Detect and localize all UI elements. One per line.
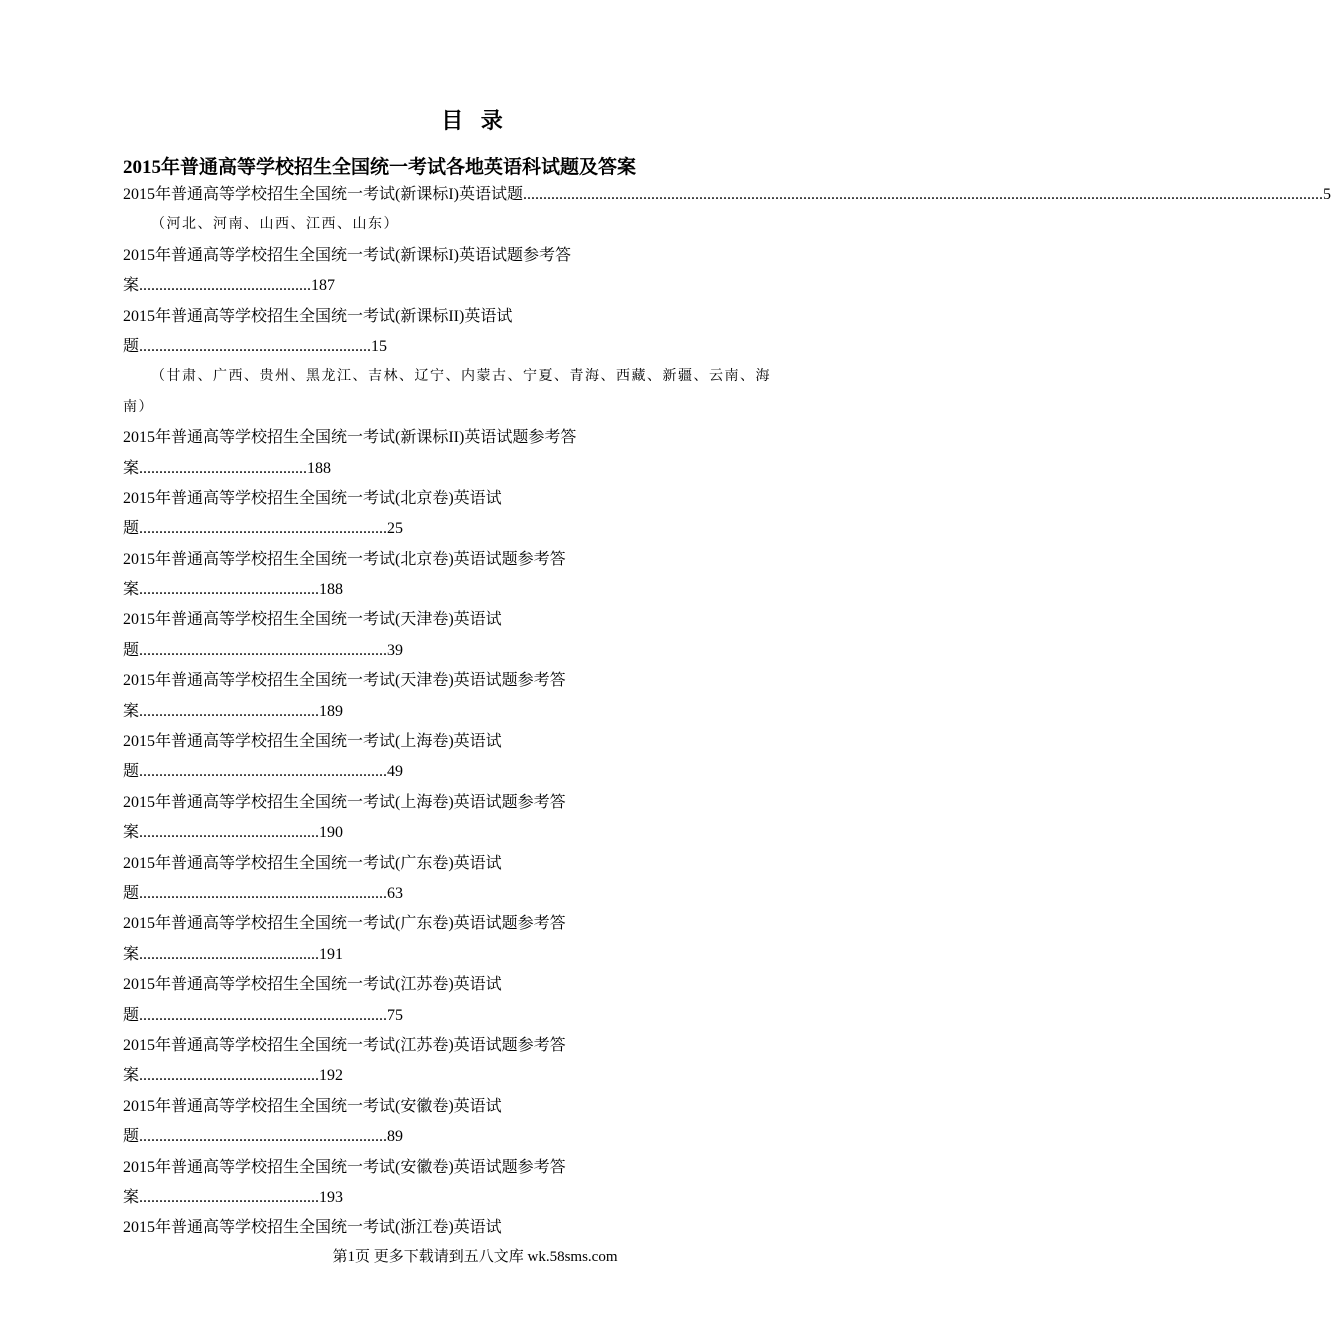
- toc-entry-title: 2015年普通高等学校招生全国统一考试(广东卷)英语试: [123, 854, 502, 872]
- toc-leader-dots: .............................................: [139, 1188, 320, 1206]
- toc-entry-title: 题: [123, 763, 140, 781]
- toc-leader-dots: ..............................................................: [139, 1006, 388, 1024]
- toc-entry-title: 2015年普通高等学校招生全国统一考试(天津卷)英语试: [123, 611, 502, 629]
- toc-entry-title: 2015年普通高等学校招生全国统一考试(浙江卷)英语试: [123, 1219, 502, 1237]
- toc-entry-title: 2015年普通高等学校招生全国统一考试(北京卷)英语试: [123, 489, 502, 507]
- toc-entry-title: 题: [123, 1006, 140, 1024]
- toc-leader-dots: ........................................................................................................................................................................................................: [523, 186, 1323, 203]
- toc-entry-title: 案: [123, 945, 140, 963]
- toc-entry-title: 题: [123, 884, 140, 902]
- page-footer: 第1页 更多下载请到五八文库 wk.58sms.com: [332, 1249, 618, 1265]
- toc-region-note: 南）: [123, 399, 154, 415]
- toc-entry: [123, 879, 828, 909]
- toc-entry-title: 题: [123, 337, 140, 355]
- toc-page-number: 63: [387, 884, 404, 902]
- toc-entry: [123, 575, 828, 605]
- toc-page-number: 191: [319, 945, 344, 963]
- toc-entry: [123, 636, 828, 666]
- toc-entry-title: 案: [123, 702, 140, 720]
- toc-list: [123, 180, 1331, 1244]
- toc-entry-title: 2015年普通高等学校招生全国统一考试(新课标II)英语试: [123, 307, 513, 325]
- toc-entry: [123, 940, 828, 970]
- toc-page-number: 188: [319, 581, 344, 599]
- toc-entry: [123, 818, 828, 848]
- toc-entry: [123, 454, 828, 484]
- toc-page-number: 193: [319, 1188, 344, 1206]
- toc-entry: [123, 757, 828, 787]
- toc-entry-title: 2015年普通高等学校招生全国统一考试(新课标I)英语试题参考答: [123, 246, 571, 264]
- toc-entry-title: 2015年普通高等学校招生全国统一考试(江苏卷)英语试: [123, 976, 502, 994]
- toc-region-note: （河北、河南、山西、江西、山东）: [151, 217, 399, 233]
- toc-entry: [123, 514, 828, 544]
- section-heading: 2015年普通高等学校招生全国统一考试各地英语科试题及答案: [123, 157, 637, 178]
- toc-entry-title: 案: [123, 824, 140, 842]
- toc-entry-title: 题: [123, 520, 140, 538]
- toc-entry: [123, 271, 828, 301]
- toc-region-note: （甘肃、广西、贵州、黑龙江、吉林、辽宁、内蒙古、宁夏、青海、西藏、新疆、云南、海: [151, 369, 771, 385]
- toc-page-number: 5: [1323, 186, 1331, 203]
- toc-entry-title: 2015年普通高等学校招生全国统一考试(上海卷)英语试: [123, 733, 502, 751]
- toc-entry-title: 案: [123, 1188, 140, 1206]
- toc-entry: [123, 1001, 828, 1031]
- toc-page-number: 25: [387, 520, 404, 538]
- toc-entry-title: 案: [123, 277, 140, 295]
- toc-entry-title: 2015年普通高等学校招生全国统一考试(广东卷)英语试题参考答: [123, 915, 566, 933]
- toc-leader-dots: ..............................................................: [139, 1128, 388, 1146]
- toc-page-number: 190: [319, 824, 344, 842]
- toc-page-number: 39: [387, 641, 404, 659]
- toc-page-number: 187: [311, 277, 336, 295]
- toc-entry-title: 案: [123, 459, 140, 477]
- toc-entry-title: 案: [123, 581, 140, 599]
- toc-page-number: 188: [307, 459, 332, 477]
- toc-entry-title: 2015年普通高等学校招生全国统一考试(北京卷)英语试题参考答: [123, 550, 566, 568]
- toc-leader-dots: .............................................: [139, 581, 320, 599]
- toc-entry: [123, 1183, 828, 1213]
- toc-page-number: 192: [319, 1067, 344, 1085]
- toc-page-number: 189: [319, 702, 344, 720]
- toc-entry-title: 案: [123, 1067, 140, 1085]
- toc-entry-title: 2015年普通高等学校招生全国统一考试(新课标II)英语试题参考答: [123, 429, 577, 447]
- toc-page-number: 15: [371, 337, 388, 355]
- toc-leader-dots: ...........................................: [139, 277, 312, 295]
- toc-leader-dots: ..............................................................: [139, 884, 388, 902]
- toc-entry-title: 2015年普通高等学校招生全国统一考试(新课标I)英语试题: [123, 186, 523, 203]
- toc-leader-dots: ..........................................: [139, 459, 308, 477]
- toc-leader-dots: ..............................................................: [139, 641, 388, 659]
- toc-leader-dots: ..............................................................: [139, 520, 388, 538]
- toc-entry: [123, 1122, 828, 1152]
- toc-entry: [123, 1061, 828, 1091]
- toc-page-number: 49: [387, 763, 404, 781]
- toc-leader-dots: .............................................: [139, 702, 320, 720]
- toc-entry-title: 题: [123, 1128, 140, 1146]
- toc-entry-title: 2015年普通高等学校招生全国统一考试(安徽卷)英语试题参考答: [123, 1158, 566, 1176]
- page-title: 目 录: [441, 108, 509, 133]
- toc-leader-dots: .............................................: [139, 824, 320, 842]
- toc-entry-title: 题: [123, 641, 140, 659]
- toc-entry: [123, 332, 828, 362]
- toc-entry-title: 2015年普通高等学校招生全国统一考试(天津卷)英语试题参考答: [123, 672, 566, 690]
- toc-entry-title: 2015年普通高等学校招生全国统一考试(江苏卷)英语试题参考答: [123, 1036, 566, 1054]
- toc-entry: [123, 697, 828, 727]
- toc-entry: [123, 180, 1331, 210]
- toc-page-number: 75: [387, 1006, 404, 1024]
- toc-leader-dots: ..........................................................: [139, 337, 372, 355]
- toc-entry-title: 2015年普通高等学校招生全国统一考试(安徽卷)英语试: [123, 1097, 502, 1115]
- toc-leader-dots: .............................................: [139, 1067, 320, 1085]
- toc-entry-title: 2015年普通高等学校招生全国统一考试(上海卷)英语试题参考答: [123, 793, 566, 811]
- toc-leader-dots: .............................................: [139, 945, 320, 963]
- toc-leader-dots: ..............................................................: [139, 763, 388, 781]
- toc-page-number: 89: [387, 1128, 404, 1146]
